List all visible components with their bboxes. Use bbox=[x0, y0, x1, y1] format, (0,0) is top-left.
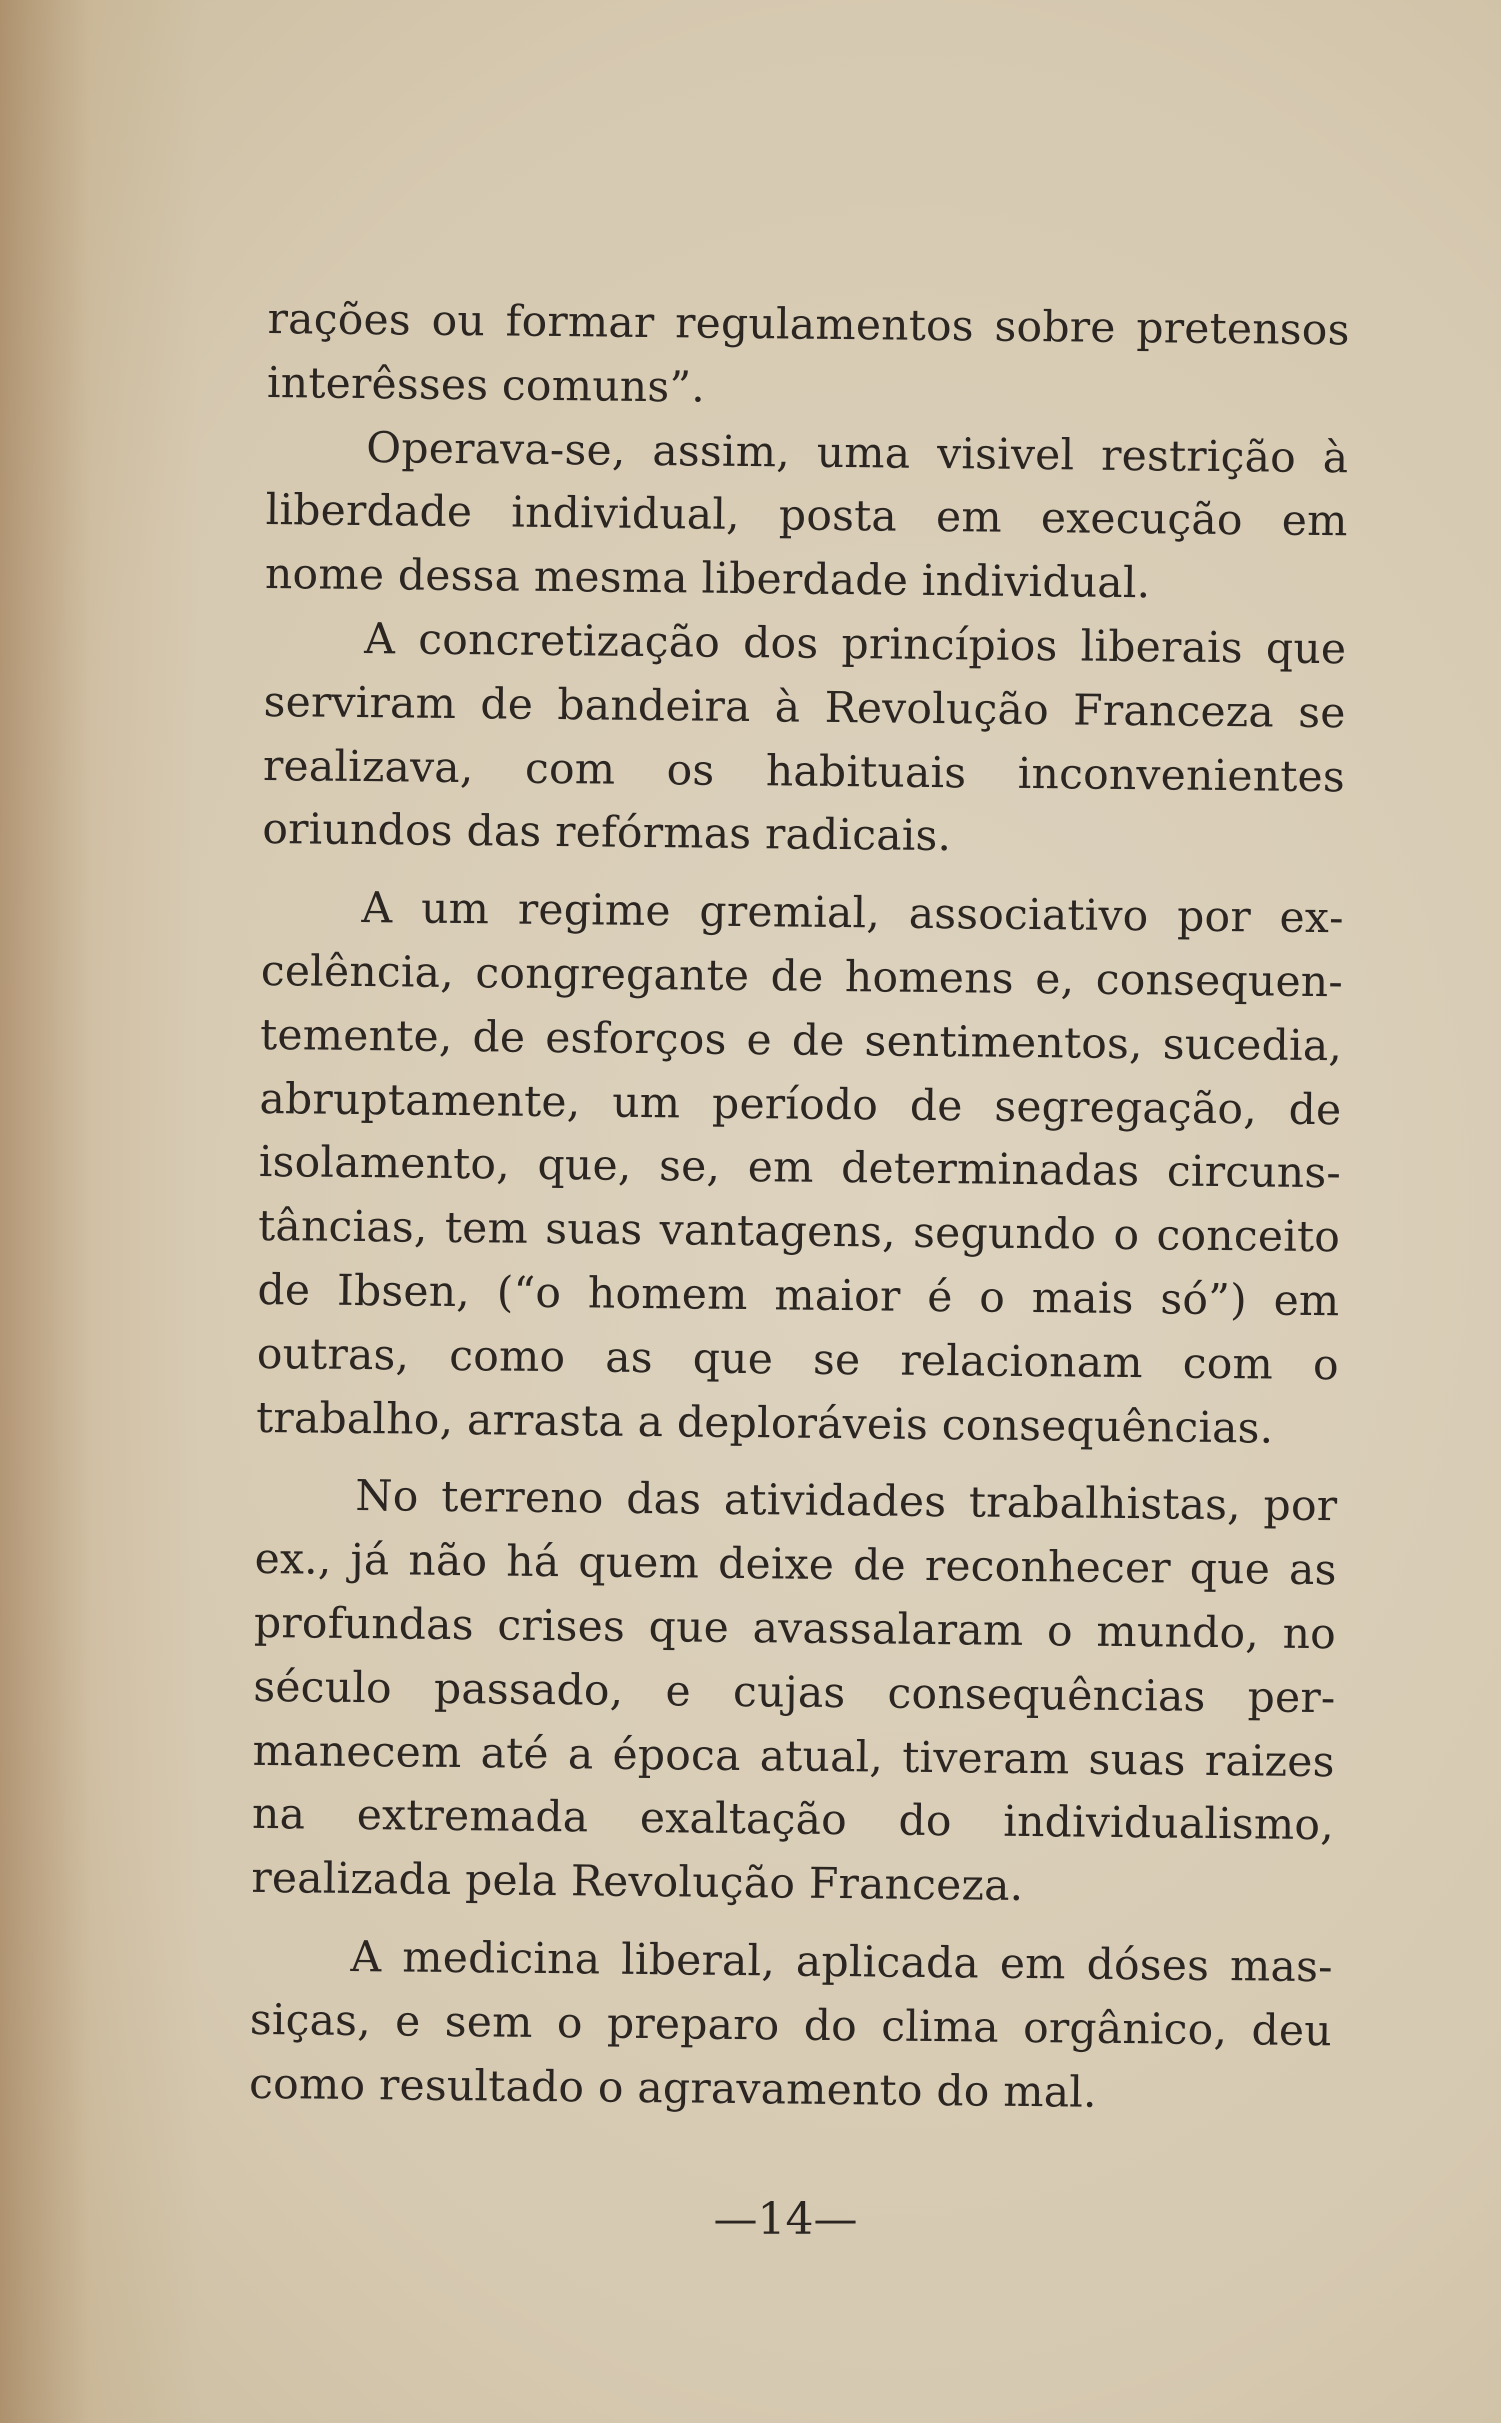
paragraph-labor-activities: No terreno das atividades trabalhistas, por ex., já não há quem deixe de reconhecer que as profundas crises que avassalaram o mundo, no século passado, e cujas consequências permanecem até a época atual, tiveram suas raizes na extremada exaltação do individualismo, realizada pela Revolução Franceza. bbox=[251, 1472, 1338, 1912]
paragraph-guild-regime: A um regime gremial, associativo por excelência, congregante de homens e, consequentemente, de esforços e de sentimentos, sucedia, abruptamente, um período de segregação, de isolamento, que, se, em determinadas circunstâncias, tem suas vantagens, segundo o conceito de Ibsen, (“o homem maior é o mais só”) em outras, como as que se relacionam com o trabalho, arrasta a deploráveis consequências. bbox=[255, 884, 1344, 1454]
page-number: —14— bbox=[713, 2194, 858, 2245]
paragraph-restriction: Operava-se, assim, uma visivel restrição à liberdade individual, posta em execução em nome dessa mesma liberdade individual. bbox=[264, 423, 1349, 609]
paragraph-continuation: rações ou formar regulamentos sobre pretensos interêsses comuns”. bbox=[266, 294, 1350, 413]
body-text bbox=[249, 288, 1350, 2128]
paragraph-liberal-medicine: A medicina liberal, aplicada em dóses massiças, e sem o preparo do clima orgânico, deu como resultado o agravamento do mal. bbox=[248, 1932, 1333, 2118]
paragraph-concretization: A concretização dos princípios liberais que serviram de bandeira à Revolução Franceza se realizava, com os habituais inconvenientes oriundos das refórmas radicais. bbox=[262, 615, 1347, 862]
